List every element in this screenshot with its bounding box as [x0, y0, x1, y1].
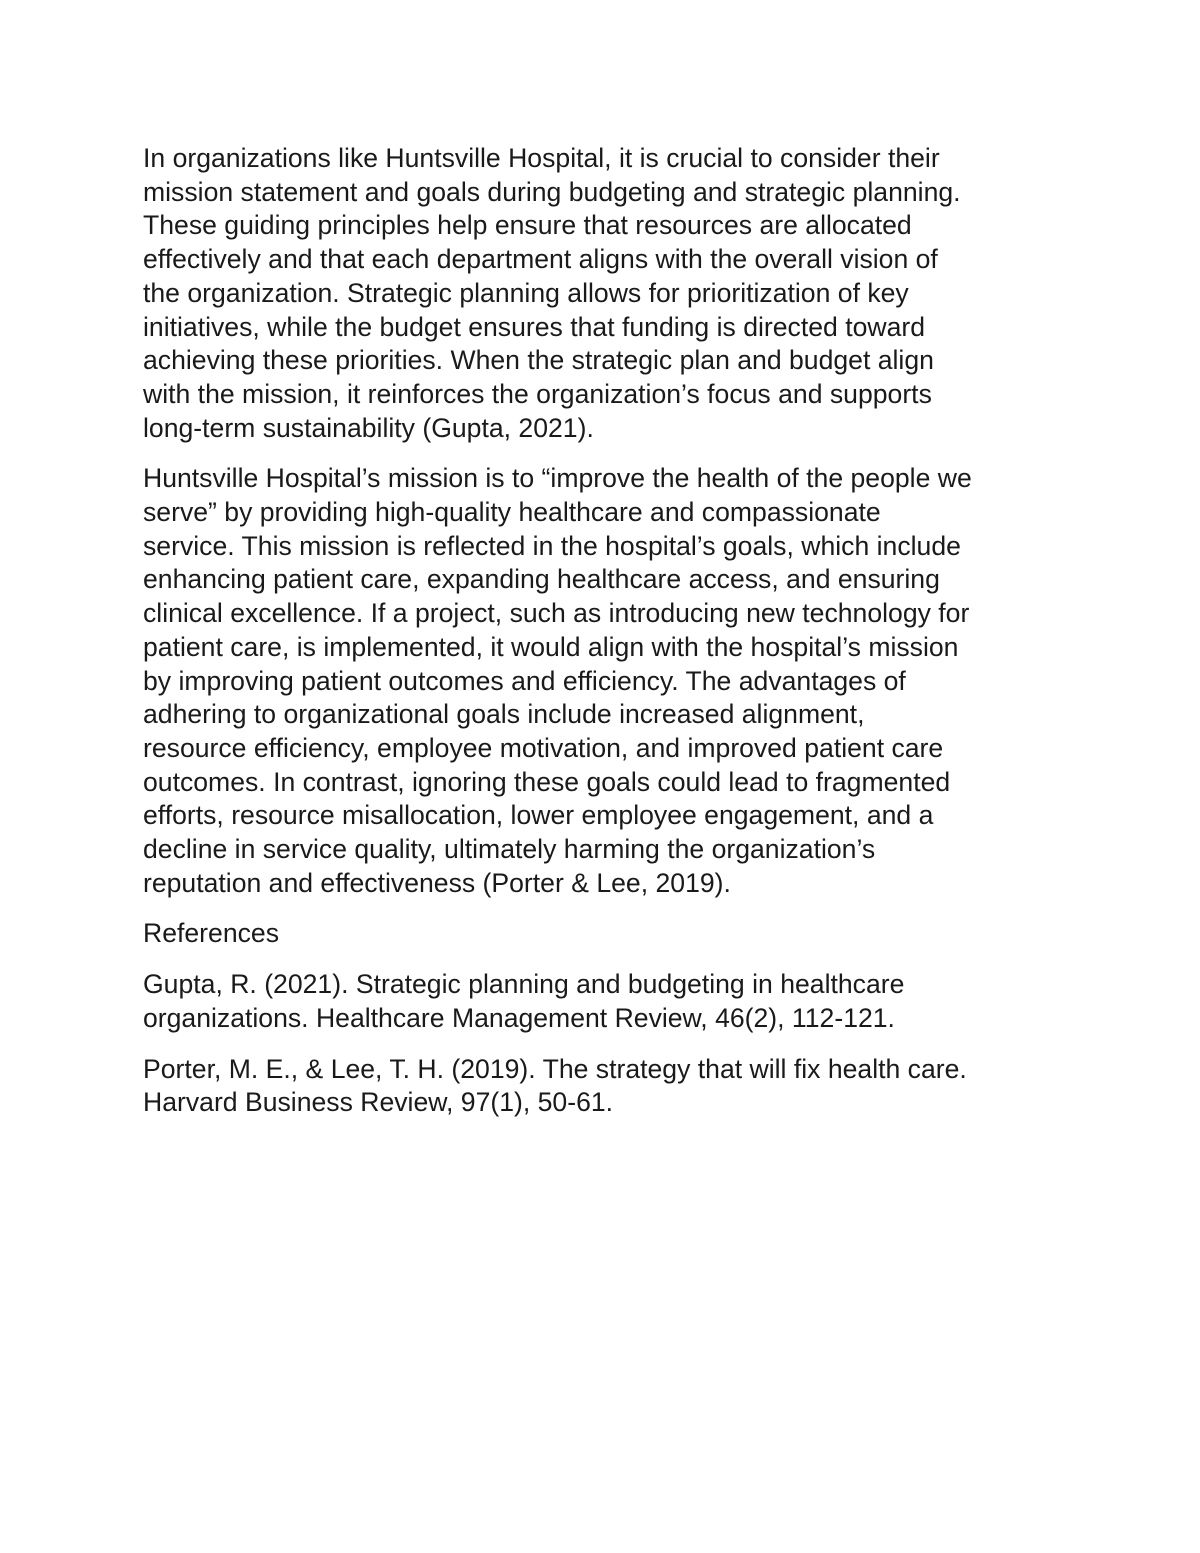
text-line: achieving these priorities. When the strategic plan and budget align: [143, 345, 934, 376]
paragraph-spacing: [143, 445, 1073, 462]
text-line: decline in service quality, ultimately harming the organization’s: [143, 834, 876, 865]
text-line: the organization. Strategic planning allows for prioritization of key: [143, 277, 909, 308]
paragraph-spacing: [143, 1036, 1073, 1053]
paragraph-spacing: [143, 951, 1073, 968]
text-line: by improving patient outcomes and efficiency. The advantages of: [143, 665, 906, 696]
text-line: Porter, M. E., & Lee, T. H. (2019). The strategy that will fix health care.: [143, 1053, 967, 1084]
reference-entry-gupta: [143, 968, 1073, 1035]
references-heading-text: References: [143, 918, 279, 949]
text-line: mission statement and goals during budgeting and strategic planning.: [143, 176, 961, 207]
text-line: clinical excellence. If a project, such as introducing new technology for: [143, 598, 970, 629]
text-line: adhering to organizational goals include increased alignment,: [143, 699, 865, 730]
paragraph-spacing: [143, 900, 1073, 917]
text-line: initiatives, while the budget ensures that funding is directed toward: [143, 311, 926, 342]
document-body: [143, 142, 1073, 1120]
text-line: organizations. Healthcare Management Review, 46(2), 112-121.: [143, 1002, 895, 1033]
text-line: serve” by providing high-quality healthcare and compassionate: [143, 497, 881, 528]
text-line: patient care, is implemented, it would align with the hospital’s mission: [143, 631, 959, 662]
text-line: enhancing patient care, expanding healthcare access, and ensuring: [143, 564, 940, 595]
text-line: reputation and effectiveness (Porter & Lee, 2019).: [143, 867, 731, 898]
paragraph-strategic-planning: [143, 142, 1073, 445]
references-heading: [143, 917, 1073, 951]
text-line: resource efficiency, employee motivation, and improved patient care: [143, 732, 944, 763]
text-line: effectively and that each department aligns with the overall vision of: [143, 244, 938, 275]
text-line: outcomes. In contrast, ignoring these goals could lead to fragmented: [143, 766, 951, 797]
text-line: These guiding principles help ensure that resources are allocated: [143, 210, 912, 241]
text-line: In organizations like Huntsville Hospital, it is crucial to consider their: [143, 143, 940, 173]
reference-entry-porter: [143, 1053, 1073, 1120]
paragraph-hospital-mission: [143, 462, 1073, 900]
text-line: Harvard Business Review, 97(1), 50-61.: [143, 1087, 614, 1118]
text-line: with the mission, it reinforces the organization’s focus and supports: [143, 378, 932, 409]
text-line: Huntsville Hospital’s mission is to “improve the health of the people we: [143, 463, 972, 494]
text-line: service. This mission is reflected in the hospital’s goals, which include: [143, 530, 961, 561]
text-line: efforts, resource misallocation, lower employee engagement, and a: [143, 800, 934, 831]
text-line: Gupta, R. (2021). Strategic planning and budgeting in healthcare: [143, 969, 905, 1000]
text-line: long-term sustainability (Gupta, 2021).: [143, 412, 594, 443]
